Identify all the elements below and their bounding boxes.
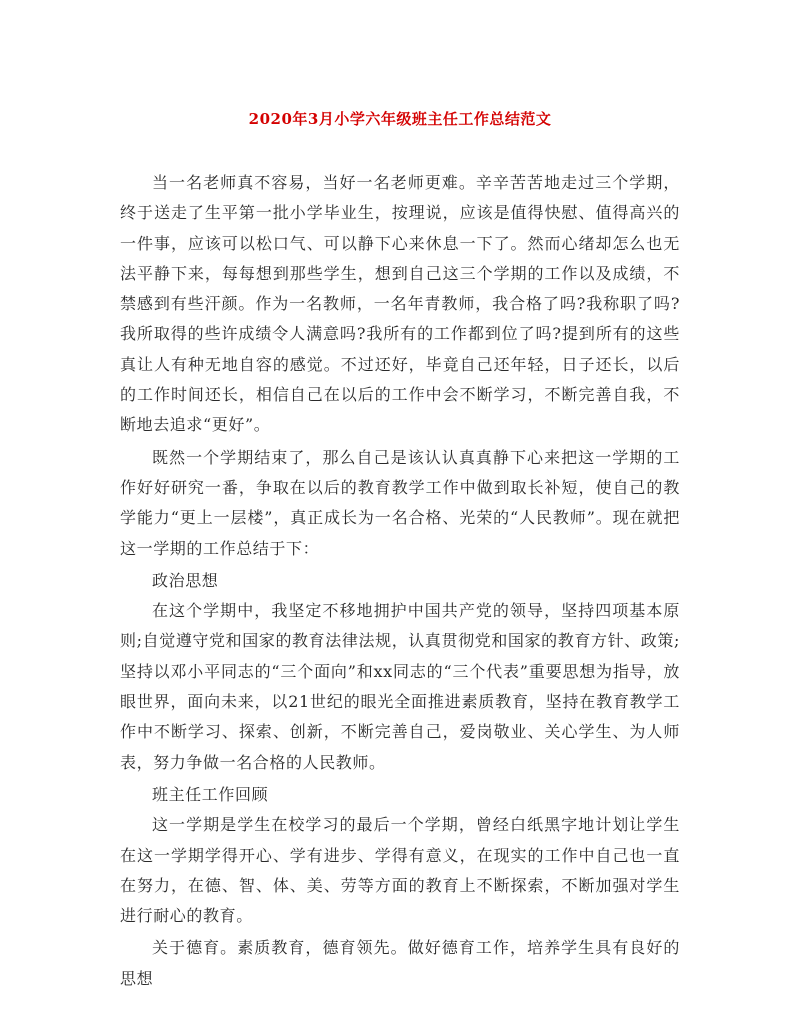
section-heading-class-review: 班主任工作回顾 [152, 784, 269, 804]
section-heading-politics: 政治思想 [152, 570, 219, 590]
paragraph-intro: 当一名老师真不容易，当好一名老师更难。辛辛苦苦地走过三个学期，终于送走了生平第一批小学毕业生，按理说，应该是值得快慰、值得高兴的一件事，应该可以松口气、可以静下心来休息一下了。然而心绪却怎么也无法平静下来，每每想到那些学生，想到自己这三个学期的工作以及成绩，不禁感到有些汗颜。作为一名教师，一名年青教师，我合格了吗?我称职了吗?我所取得的些许成绩令人满意吗?我所有的工作都到位了吗?提到所有的这些真让人有种无地自容的感觉。不过还好，毕竟自己还年轻，日子还长，以后的工作时间还长，相信自己在以后的工作中会不断学习，不断完善自我，不断地去追求“更好”。 [120, 173, 680, 435]
document-title: 2020年3月小学六年级班主任工作总结范文 [248, 110, 552, 128]
document-body [120, 168, 680, 996]
paragraph-class-review: 这一学期是学生在校学习的最后一个学期，曾经白纸黑字地计划让学生在这一学期学得开心、学有进步、学得有意义，在现实的工作中自己也一直在努力，在德、智、体、美、劳等方面的教育上不断探索，不断加强对学生进行耐心的教育。 [120, 815, 680, 926]
paragraph-politics: 在这个学期中，我坚定不移地拥护中国共产党的领导，坚持四项基本原则;自觉遵守党和国家的教育法律法规，认真贯彻党和国家的教育方针、政策;坚持以邓小平同志的“三个面向”和xx同志的“三个代表”重要思想为指导，放眼世界，面向未来，以21世纪的眼光全面推进素质教育，坚持在教育教学工作中不断学习、探索、创新，不断完善自己，爱岗敬业、关心学生、为人师表，努力争做一名合格的人民教师。 [120, 601, 680, 772]
paragraph-moral-education: 关于德育。素质教育，德育领先。做好德育工作，培养学生具有良好的思想 [120, 938, 680, 988]
paragraph-summary-intro: 既然一个学期结束了，那么自己是该认认真真静下心来把这一学期的工作好好研究一番，争取在以后的教育教学工作中做到取长补短，使自己的教学能力“更上一层楼”，真正成长为一名合格、光荣的“人民教师”。现在就把这一学期的工作总结于下： [120, 447, 680, 558]
